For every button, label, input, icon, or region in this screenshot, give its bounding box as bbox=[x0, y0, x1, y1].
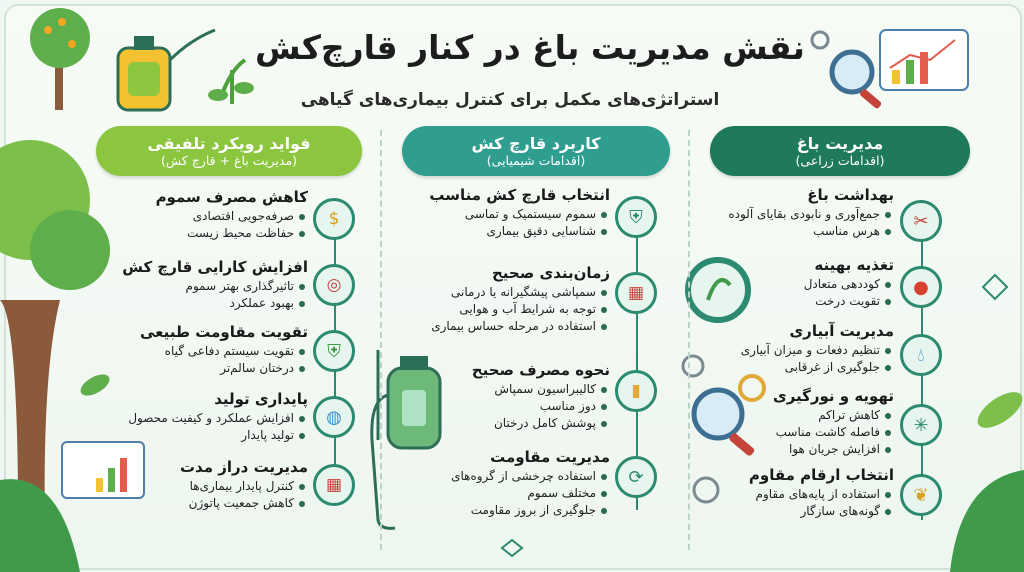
list-item bbox=[140, 323, 308, 377]
leaf-shield-icon: ⛨ bbox=[313, 330, 355, 372]
globe-icon: ◍ bbox=[313, 396, 355, 438]
calendar-icon: ▦ bbox=[615, 272, 657, 314]
item-title: انتخاب قارچ کش مناسب bbox=[429, 186, 610, 204]
header-title: فواید رویکرد تلفیقی bbox=[147, 134, 311, 153]
item-point: جلوگیری از غرقابی bbox=[741, 359, 880, 376]
item-point: تنظیم دفعات و میزان آبیاری bbox=[740, 343, 880, 357]
water-drop-icon: 💧︎ bbox=[900, 334, 942, 376]
small-gear-icon bbox=[740, 376, 764, 400]
item-title: نحوه مصرف صحیح bbox=[471, 361, 610, 379]
list-item bbox=[180, 458, 308, 512]
item-title: پایداری تولید bbox=[214, 390, 308, 408]
page-title: نقش مدیریت باغ در کنار قارچ‌کش bbox=[255, 28, 805, 67]
top-sprayer-illustration bbox=[118, 30, 215, 110]
ornament-icon-right bbox=[983, 275, 1007, 299]
item-point: کوددهی متعادل bbox=[803, 277, 880, 291]
small-gear-icon-2 bbox=[683, 356, 703, 376]
column-divider bbox=[380, 130, 382, 550]
item-point: سمپاشی پیشگیرانه یا درمانی bbox=[431, 284, 596, 301]
item-point: کالیبراسیون سمپاش bbox=[472, 381, 596, 398]
item-title: مدیریت مقاومت bbox=[490, 448, 610, 466]
item-title: زمان‌بندی صحیح bbox=[492, 264, 610, 282]
page-subtitle: استراتژی‌های مکمل برای کنترل بیماری‌های گیاهی bbox=[300, 90, 720, 110]
item-title: انتخاب ارقام مقاوم bbox=[748, 466, 894, 484]
item-title: تغذیه بهینه bbox=[814, 256, 894, 274]
list-item bbox=[472, 361, 610, 432]
top-right-chart-illustration bbox=[880, 30, 968, 90]
bottom-right-leaves bbox=[950, 470, 1024, 572]
list-item bbox=[728, 186, 894, 240]
item-title: مدیریت آبیاری bbox=[789, 322, 894, 340]
item-point: سموم سیستمیک و تماسی bbox=[429, 206, 596, 223]
list-item bbox=[741, 322, 894, 376]
item-point: پوشش کامل درختان bbox=[472, 415, 596, 432]
item-point: توجه به شرایط آب و هوایی bbox=[431, 301, 596, 318]
ornament-icon bbox=[502, 540, 522, 556]
item-point: گونه‌های سازگار bbox=[749, 503, 880, 520]
central-sprayer-illustration bbox=[372, 350, 440, 528]
header-title: کاربرد قارچ کش bbox=[471, 134, 601, 153]
item-point: حفاظت محیط زیست bbox=[156, 225, 294, 242]
apple-icon: ● bbox=[900, 266, 942, 308]
item-point: استفاده از پایه‌های مقاوم bbox=[749, 486, 880, 503]
item-point: افزایش عملکرد و کیفیت محصول bbox=[128, 411, 294, 425]
list-item bbox=[749, 466, 894, 520]
benefits-header bbox=[96, 126, 362, 176]
item-title: تهویه و نورگیری bbox=[772, 387, 894, 405]
item-title: بهداشت باغ bbox=[807, 186, 894, 204]
list-item bbox=[122, 258, 308, 312]
list-item bbox=[156, 188, 308, 242]
item-point: هرس مناسب bbox=[728, 223, 880, 240]
shield-icon: ⛨ bbox=[615, 196, 657, 238]
item-point: مختلف سموم bbox=[451, 485, 596, 502]
list-item bbox=[804, 256, 894, 310]
corn-icon: ❦ bbox=[900, 474, 942, 516]
rotation-icon: ⟳ bbox=[615, 456, 657, 498]
item-point: فاصله کاشت مناسب bbox=[773, 424, 880, 441]
item-point: تاثیرگذاری بهتر سموم bbox=[122, 278, 294, 295]
item-point: بهبود عملکرد bbox=[122, 295, 294, 312]
gear-icon bbox=[812, 32, 828, 48]
calendar-check-icon: ▦ bbox=[313, 464, 355, 506]
header-subtitle: (اقدامات شیمیایی) bbox=[486, 153, 586, 168]
header-subtitle: (اقدامات زراعی) bbox=[795, 153, 885, 168]
item-title: مدیریت دراز مدت bbox=[179, 458, 308, 476]
item-point: کاهش تراکم bbox=[773, 407, 880, 424]
spray-bottle-icon: ▮ bbox=[615, 370, 657, 412]
garden-management-header bbox=[710, 126, 970, 176]
column-divider bbox=[688, 130, 690, 550]
airflow-icon: ✳ bbox=[900, 404, 942, 446]
item-title: کاهش مصرف سموم bbox=[155, 188, 308, 206]
item-point: دوز مناسب bbox=[472, 398, 596, 415]
pruning-shears-icon: ✂ bbox=[900, 200, 942, 242]
small-gear-icon-3 bbox=[694, 478, 718, 502]
list-item bbox=[451, 448, 610, 519]
item-point: کاهش جمعیت پاتوژن bbox=[180, 495, 294, 512]
item-point: استفاده در مرحله حساس بیماری bbox=[431, 319, 596, 333]
fungicide-header bbox=[402, 126, 670, 176]
target-icon: ◎ bbox=[313, 264, 355, 306]
top-left-tree-illustration bbox=[30, 8, 90, 110]
header-subtitle: (مدیریت باغ + قارچ کش) bbox=[160, 153, 298, 168]
list-item bbox=[773, 387, 894, 458]
item-point: جلوگیری از بروز مقاومت bbox=[451, 502, 596, 519]
item-point: استفاده چرخشی از گروه‌های bbox=[451, 469, 596, 483]
item-point: تقویت درخت bbox=[804, 293, 880, 310]
bottom-left-chart-illustration bbox=[62, 442, 144, 498]
list-item bbox=[429, 186, 610, 240]
item-point: تولید پایدار bbox=[128, 427, 294, 444]
item-point: جمع‌آوری و نابودی بقایای آلوده bbox=[728, 207, 880, 221]
item-point: تقویت سیستم دفاعی گیاه bbox=[140, 343, 294, 360]
list-item bbox=[128, 390, 308, 444]
item-point: درختان سالم‌تر bbox=[140, 360, 294, 377]
money-icon: $ bbox=[313, 198, 355, 240]
header-title: مدیریت باغ bbox=[796, 134, 884, 153]
right-gear-illustration bbox=[688, 260, 748, 320]
item-title: افزایش کارایی قارچ کش bbox=[122, 258, 308, 276]
top-magnifier-illustration bbox=[832, 52, 882, 110]
item-point: صرفه‌جویی اقتصادی bbox=[156, 208, 294, 225]
item-point: افزایش جریان هوا bbox=[773, 441, 880, 458]
item-point: شناسایی دقیق بیماری bbox=[429, 223, 596, 240]
list-item bbox=[431, 264, 610, 335]
item-point: کنترل پایدار بیماری‌ها bbox=[180, 478, 294, 495]
item-title: تقویت مقاومت طبیعی bbox=[139, 323, 308, 341]
